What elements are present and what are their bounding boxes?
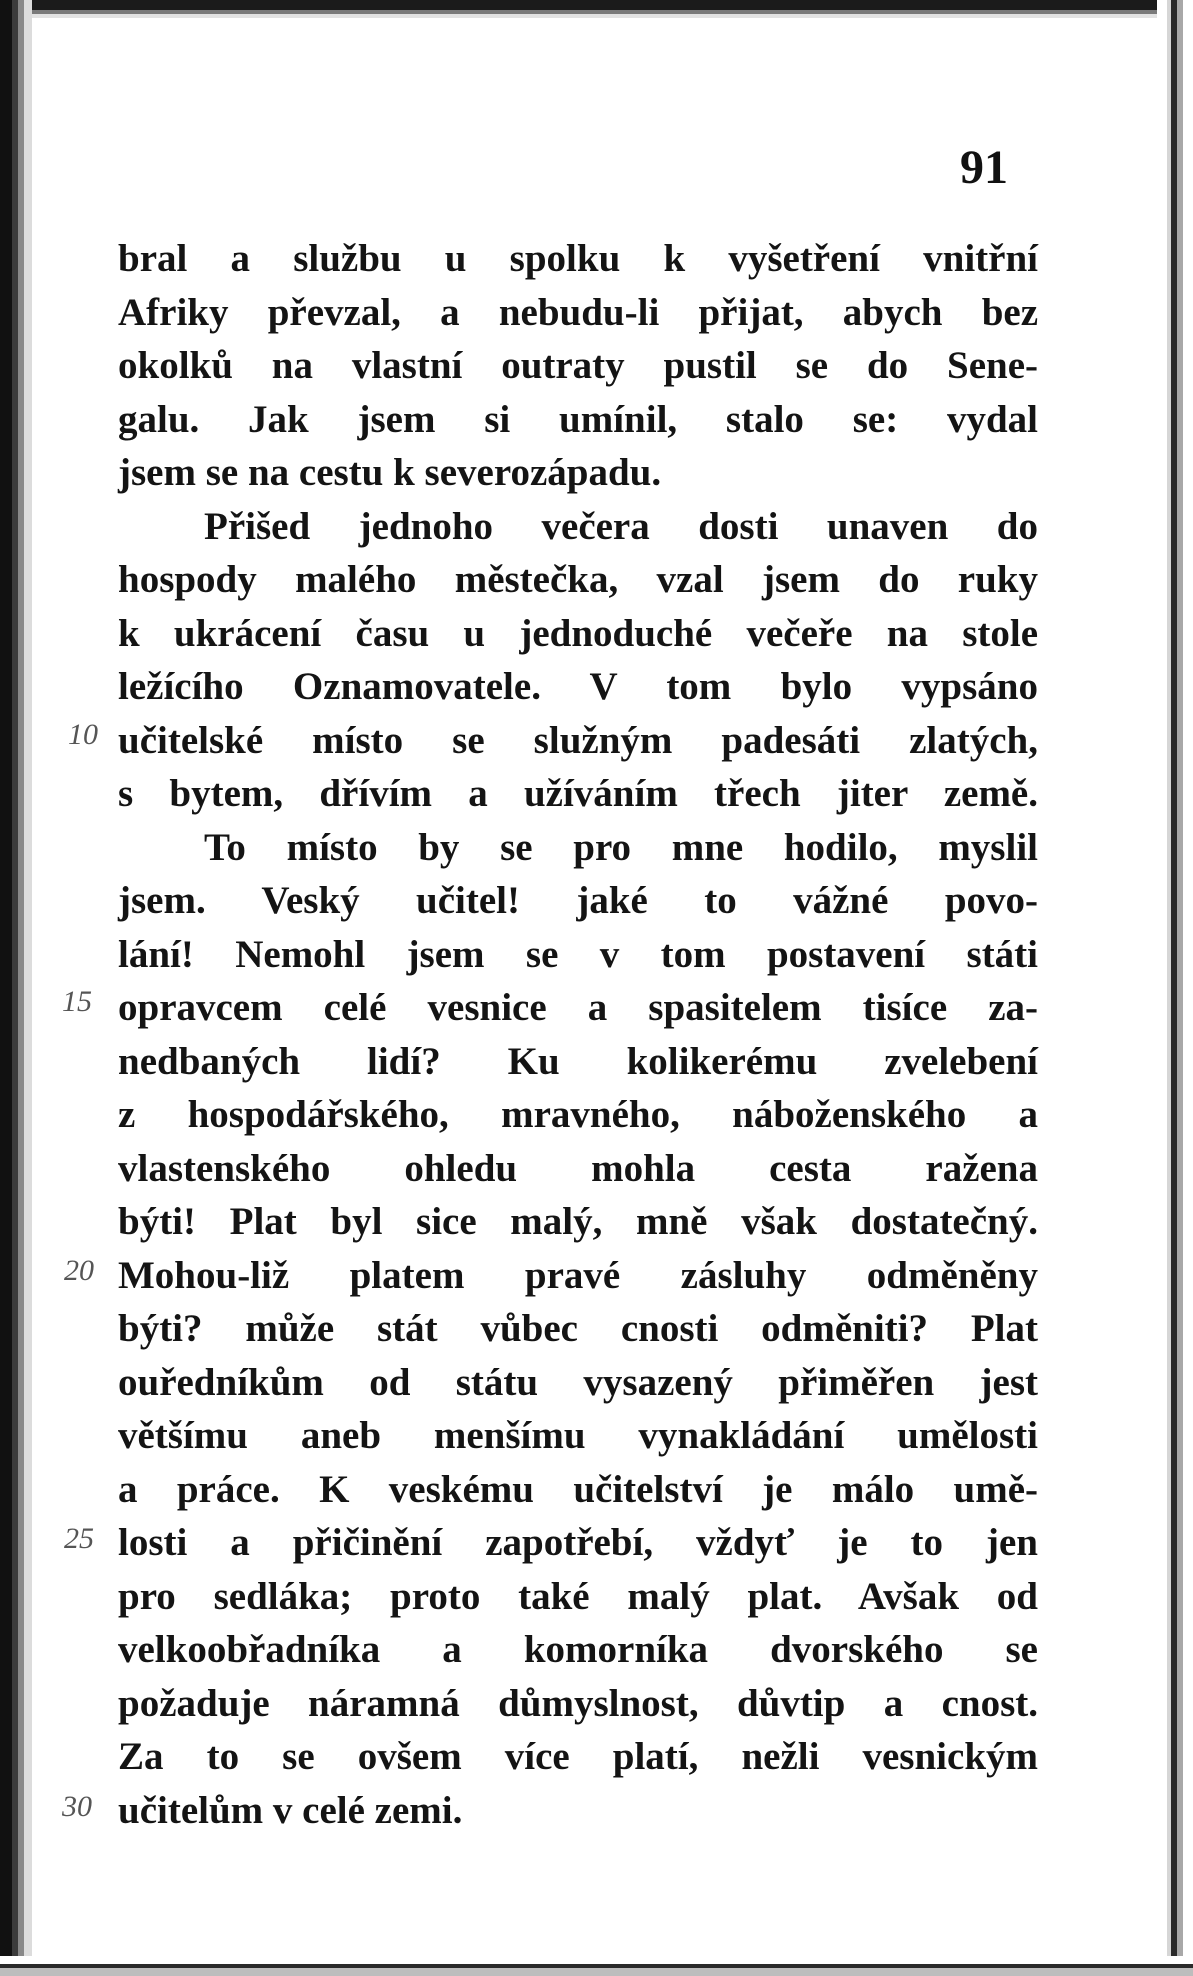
text-line: s bytem, dřívím a užíváním třech jiter země. bbox=[118, 772, 1038, 815]
text-line: nedbaných lidí? Ku kolikerému zvelebení bbox=[118, 1039, 1038, 1083]
text-line: učitelské místo se služným padesáti zlatých, bbox=[118, 718, 1038, 762]
text-line: jsem se na cestu k severozápadu. bbox=[118, 451, 662, 494]
scan-binding-shadow bbox=[0, 0, 32, 1976]
text-line: hospody malého městečka, vzal jsem do ruky bbox=[118, 558, 1038, 601]
text-line: To místo by se pro mne hodilo, myslil bbox=[204, 825, 1038, 869]
text-line: losti a přičinění zapotřebí, vždyť je to jen bbox=[118, 1521, 1038, 1564]
text-line: z hospodářského, mravného, náboženského a bbox=[118, 1093, 1038, 1136]
margin-line-number: 25 bbox=[64, 1522, 94, 1555]
margin-line-number: 10 bbox=[68, 718, 98, 751]
text-line: pro sedláka; proto také malý plat. Avšak od bbox=[118, 1574, 1038, 1618]
scan-bottom-edge bbox=[0, 1956, 1193, 1976]
page-body-text bbox=[118, 232, 1038, 1837]
scan-right-edge bbox=[1157, 0, 1193, 1976]
text-line: býti! Plat byl sice malý, mně však dostatečný. bbox=[118, 1200, 1038, 1243]
text-line: galu. Jak jsem si umínil, stalo se: vydal bbox=[118, 397, 1038, 441]
text-line: velkoobřadníka a komorníka dvorského se bbox=[118, 1628, 1038, 1671]
text-line: býti? může stát vůbec cnosti odměniti? Plat bbox=[118, 1307, 1038, 1350]
text-line: Za to se ovšem více platí, nežli vesnickým bbox=[118, 1735, 1038, 1778]
text-line: Přišed jednoho večera dosti unaven do bbox=[204, 504, 1038, 548]
text-line: vlastenského ohledu mohla cesta ražena bbox=[118, 1146, 1038, 1190]
text-line: a práce. K veskému učitelství je málo umě- bbox=[118, 1467, 1038, 1511]
margin-line-number: 30 bbox=[62, 1790, 92, 1823]
page-number: 91 bbox=[960, 141, 1008, 194]
text-line: ležícího Oznamovatele. V tom bylo vypsáno bbox=[118, 665, 1038, 708]
text-line: učitelům v celé zemi. bbox=[118, 1788, 463, 1832]
text-line: lání! Nemohl jsem se v tom postavení státi bbox=[118, 932, 1038, 976]
text-line: opravcem celé vesnice a spasitelem tisíce za- bbox=[118, 986, 1038, 1029]
text-line: Mohou-liž platem pravé zásluhy odměněny bbox=[118, 1253, 1038, 1297]
text-line: jsem. Veský učitel! jaké to vážné povo- bbox=[118, 879, 1038, 922]
text-line: okolků na vlastní outraty pustil se do Sene- bbox=[118, 344, 1038, 387]
text-line: k ukrácení času u jednoduché večeře na stole bbox=[118, 611, 1038, 655]
margin-line-number: 15 bbox=[62, 985, 92, 1018]
text-line: ouředníkům od státu vysazený přiměřen jest bbox=[118, 1360, 1038, 1404]
margin-line-number: 20 bbox=[64, 1254, 94, 1287]
text-line: bral a službu u spolku k vyšetření vnitřní bbox=[118, 237, 1038, 280]
scan-top-shadow bbox=[0, 0, 1193, 18]
text-line: většímu aneb menšímu vynakládání umělosti bbox=[118, 1414, 1038, 1457]
text-line: požaduje náramná důmyslnost, důvtip a cnost. bbox=[118, 1681, 1038, 1725]
text-line: Afriky převzal, a nebudu-li přijat, abych bez bbox=[118, 290, 1038, 334]
